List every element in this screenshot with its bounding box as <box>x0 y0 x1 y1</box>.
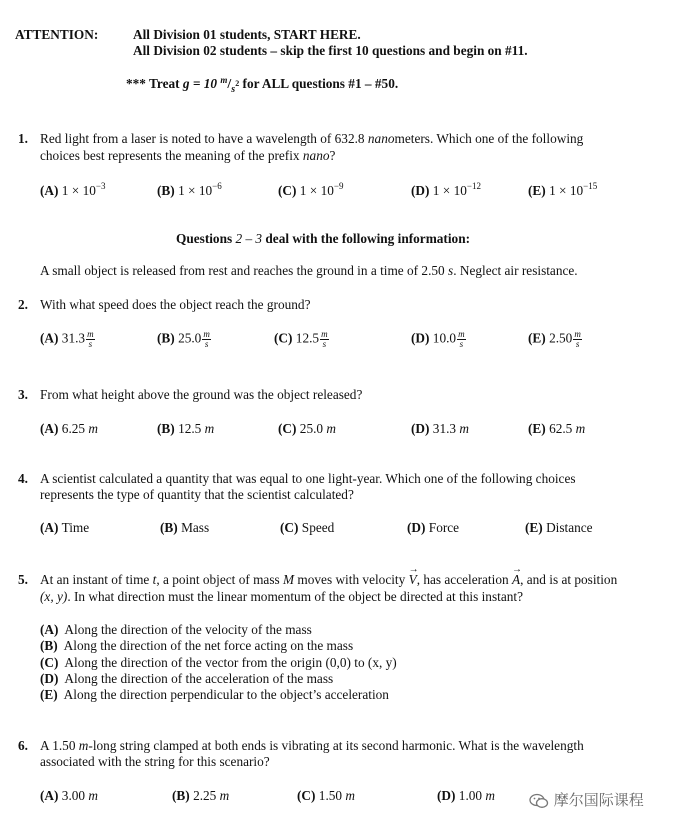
question-1-line-1 <box>40 131 583 147</box>
unit-fraction <box>457 330 466 349</box>
unit-den: s <box>88 339 93 349</box>
info-pre: A small object is released from rest and reaches the ground in a time of 2.50 <box>40 263 449 278</box>
option-label: (D) <box>437 788 456 803</box>
option-unit: m <box>575 421 586 436</box>
unit-den: s <box>322 339 327 349</box>
option-exponent: −9 <box>333 181 344 191</box>
header-line-2: All Division 02 students – skip the first 10 questions and begin on #11. <box>133 43 528 58</box>
q4-option-e[interactable] <box>525 520 593 536</box>
option-value: Along the direction of the vector from the origin (0,0) to (x, y) <box>64 655 397 670</box>
option-label: (B) <box>157 183 175 198</box>
question-5-number: 5. <box>18 572 28 587</box>
q5-vector-acceleration: → A <box>511 564 522 587</box>
attention-label: ATTENTION: <box>15 27 99 42</box>
gravity-note-g: g = 10 <box>182 76 221 91</box>
q5-var-t: t <box>152 572 157 587</box>
option-label: (D) <box>407 520 426 535</box>
q5-text: , a point object of mass <box>156 572 284 587</box>
unit-den: s <box>204 339 209 349</box>
watermark-text: 摩尔国际课程 <box>553 791 644 809</box>
option-value: 2.25 <box>193 788 217 803</box>
unit-num: m <box>574 329 581 339</box>
q1-text-nano-2: nano <box>302 148 330 163</box>
q5-text: At an instant of time <box>40 572 153 587</box>
q1-option-b[interactable] <box>157 181 222 199</box>
q3-option-b[interactable] <box>157 421 214 437</box>
q5-option-a[interactable] <box>40 622 312 638</box>
option-base: 1 × 10 <box>549 183 584 198</box>
option-base: 1 × 10 <box>61 183 96 198</box>
option-unit: m <box>485 788 496 803</box>
option-value: Force <box>428 520 460 535</box>
q1-text-a: Red light from a laser is noted to have a wavelength of 632.8 <box>40 131 368 146</box>
q3-option-d[interactable] <box>411 421 469 437</box>
q1-option-c[interactable] <box>278 181 343 199</box>
option-value: Along the direction of the velocity of the mass <box>64 622 312 637</box>
option-label: (A) <box>40 520 59 535</box>
q6-text: -long string clamped at both ends is vibrating at its second harmonic. What is the wavelength <box>88 738 584 753</box>
q4-option-d[interactable] <box>407 520 459 536</box>
question-2-number: 2. <box>18 297 28 312</box>
option-unit: m <box>345 788 356 803</box>
question-1-line-2 <box>40 148 335 164</box>
unit-num: m <box>203 329 210 339</box>
q5-position: (x, y) <box>40 589 68 604</box>
option-label: (A) <box>40 622 59 637</box>
q4-option-b[interactable] <box>160 520 209 536</box>
option-label: (D) <box>411 183 430 198</box>
q2-option-b[interactable] <box>157 330 211 349</box>
option-value: 12.5 <box>295 330 320 346</box>
unit-fraction <box>320 330 329 349</box>
option-exponent: −6 <box>212 181 222 191</box>
option-unit: m <box>88 421 99 436</box>
unit-fraction <box>86 330 95 349</box>
option-label: (E) <box>528 183 546 198</box>
option-unit: m <box>204 421 215 436</box>
option-value: 6.25 <box>61 421 86 436</box>
unit-num: m <box>321 329 328 339</box>
q6-unit: m <box>78 738 89 753</box>
option-base: 1 × 10 <box>299 183 334 198</box>
question-2-text: With what speed does the object reach the ground? <box>40 297 311 312</box>
option-unit: m <box>88 788 99 803</box>
option-label: (A) <box>40 421 59 436</box>
q5-option-d[interactable] <box>40 671 333 687</box>
unit-fraction <box>573 330 582 349</box>
q6-option-a[interactable] <box>40 788 98 804</box>
option-label: (E) <box>40 687 58 702</box>
watermark <box>529 789 644 810</box>
q2-option-e[interactable] <box>528 330 582 349</box>
option-label: (B) <box>160 520 178 535</box>
q6-option-c[interactable] <box>297 788 355 804</box>
option-value: 25.0 <box>299 421 324 436</box>
option-unit: m <box>459 421 470 436</box>
option-label: (E) <box>528 330 546 346</box>
q2-option-c[interactable] <box>274 330 329 349</box>
option-value: Along the direction of the net force acting on the mass <box>63 638 354 653</box>
unit-den: s <box>459 339 464 349</box>
option-label: (D) <box>411 421 430 436</box>
option-label: (A) <box>40 183 59 198</box>
option-label: (D) <box>411 330 430 346</box>
question-4-line-1: A scientist calculated a quantity that was equal to one light-year. Which one of the following choices <box>40 471 576 486</box>
gravity-unit-num: m <box>220 75 228 85</box>
option-value: 10.0 <box>432 330 457 346</box>
q5-text: , has acceleration <box>416 572 512 587</box>
option-base: 1 × 10 <box>178 183 213 198</box>
q6-option-d[interactable] <box>437 788 495 804</box>
option-label: (A) <box>40 330 59 346</box>
option-unit: m <box>326 421 337 436</box>
option-value: 25.0 <box>178 330 202 346</box>
q1-text-c: choices best represents the meaning of the prefix <box>40 148 303 163</box>
question-4-number: 4. <box>18 471 28 486</box>
option-label: (C) <box>280 520 299 535</box>
q1-text-nano: nano <box>367 131 395 146</box>
option-value: 31.3 <box>61 330 86 346</box>
heading-post: deal with the following information: <box>262 231 471 246</box>
q1-option-d[interactable] <box>411 181 481 199</box>
q5-option-c[interactable] <box>40 655 397 671</box>
option-value: 1.00 <box>458 788 483 803</box>
q5-text: , and is at position <box>520 572 618 587</box>
option-label: (C) <box>274 330 293 346</box>
q3-option-e[interactable] <box>528 421 585 437</box>
option-label: (B) <box>157 330 175 346</box>
question-6-line-1 <box>40 738 584 754</box>
option-label: (C) <box>297 788 316 803</box>
info-post: . Neglect air resistance. <box>453 263 578 278</box>
option-label: (B) <box>172 788 190 803</box>
option-base: 1 × 10 <box>432 183 467 198</box>
q4-option-c[interactable] <box>280 520 334 536</box>
option-label: (B) <box>40 638 58 653</box>
option-label: (C) <box>40 655 59 670</box>
q1-text-d: ? <box>329 148 336 163</box>
unit-den: s <box>575 339 580 349</box>
gravity-unit-den: s <box>231 84 236 95</box>
questions-2-3-info <box>40 263 578 279</box>
option-unit: m <box>219 788 230 803</box>
question-1-number: 1. <box>18 131 28 146</box>
option-exponent: −12 <box>466 181 481 191</box>
option-value: Time <box>61 520 90 535</box>
question-3-number: 3. <box>18 387 28 402</box>
option-value: 1.50 <box>318 788 343 803</box>
option-label: (C) <box>278 183 297 198</box>
unit-num: m <box>458 329 465 339</box>
heading-pre: Questions <box>176 231 236 246</box>
option-value: Distance <box>546 520 593 535</box>
option-label: (E) <box>525 520 543 535</box>
q1-text-b: meters. Which one of the following <box>394 131 584 146</box>
option-label: (E) <box>528 421 546 436</box>
option-value: 2.50 <box>549 330 573 346</box>
q5-text: . In what direction must the linear momentum of the object be directed at this instant? <box>67 589 523 604</box>
unit-num: m <box>87 329 94 339</box>
gravity-note: *** Treat g = 10 $^m/_s2$ for ALL questions #1 – #50. <box>126 75 399 95</box>
q3-option-c[interactable] <box>278 421 336 437</box>
option-value: 12.5 <box>178 421 202 436</box>
q1-option-e[interactable] <box>528 181 597 199</box>
header-line-1: All Division 01 students, START HERE. <box>133 27 361 42</box>
q5-text: moves with velocity <box>294 572 409 587</box>
q5-vector-velocity: → V <box>408 564 419 587</box>
q5-option-e[interactable] <box>40 687 389 703</box>
q5-var-mass: M <box>283 572 295 587</box>
option-value: Mass <box>181 520 210 535</box>
question-6-number: 6. <box>18 738 28 753</box>
q6-option-b[interactable] <box>172 788 229 804</box>
q3-option-a[interactable] <box>40 421 98 437</box>
info-unit: s <box>448 263 454 278</box>
option-value: Along the direction of the acceleration of the mass <box>64 671 334 686</box>
heading-range: 2 – 3 <box>235 231 263 246</box>
question-6-line-2: associated with the string for this scenario? <box>40 754 270 769</box>
option-label: (A) <box>40 788 59 803</box>
option-value: 3.00 <box>61 788 86 803</box>
q6-text: A 1.50 <box>40 738 79 753</box>
gravity-note-prefix: *** Treat <box>126 76 183 91</box>
option-label: (B) <box>157 421 175 436</box>
q2-option-d[interactable] <box>411 330 466 349</box>
option-value: Speed <box>301 520 335 535</box>
question-3-text: From what height above the ground was the object released? <box>40 387 363 402</box>
q5-var-v: V <box>408 572 417 587</box>
question-5-line-2 <box>40 589 523 605</box>
option-value: 31.3 <box>432 421 457 436</box>
option-label: (D) <box>40 671 59 686</box>
option-exponent: −3 <box>95 181 106 191</box>
option-label: (C) <box>278 421 297 436</box>
q4-option-a[interactable] <box>40 520 89 536</box>
q2-option-a[interactable] <box>40 330 95 349</box>
q5-var-a: A <box>511 572 521 587</box>
question-4-line-2: represents the type of quantity that the scientist calculated? <box>40 487 354 502</box>
wechat-icon <box>529 793 549 809</box>
questions-2-3-heading <box>176 231 470 247</box>
option-exponent: −15 <box>583 181 598 191</box>
question-5-line-1 <box>40 564 618 588</box>
option-value: 62.5 <box>549 421 573 436</box>
unit-fraction <box>202 330 211 349</box>
q5-option-b[interactable] <box>40 638 353 654</box>
gravity-unit-exp: 2 <box>235 79 240 88</box>
q1-option-a[interactable] <box>40 181 105 199</box>
gravity-note-suffix: for ALL questions #1 – #50. <box>239 76 399 91</box>
option-value: Along the direction perpendicular to the object’s acceleration <box>63 687 389 702</box>
